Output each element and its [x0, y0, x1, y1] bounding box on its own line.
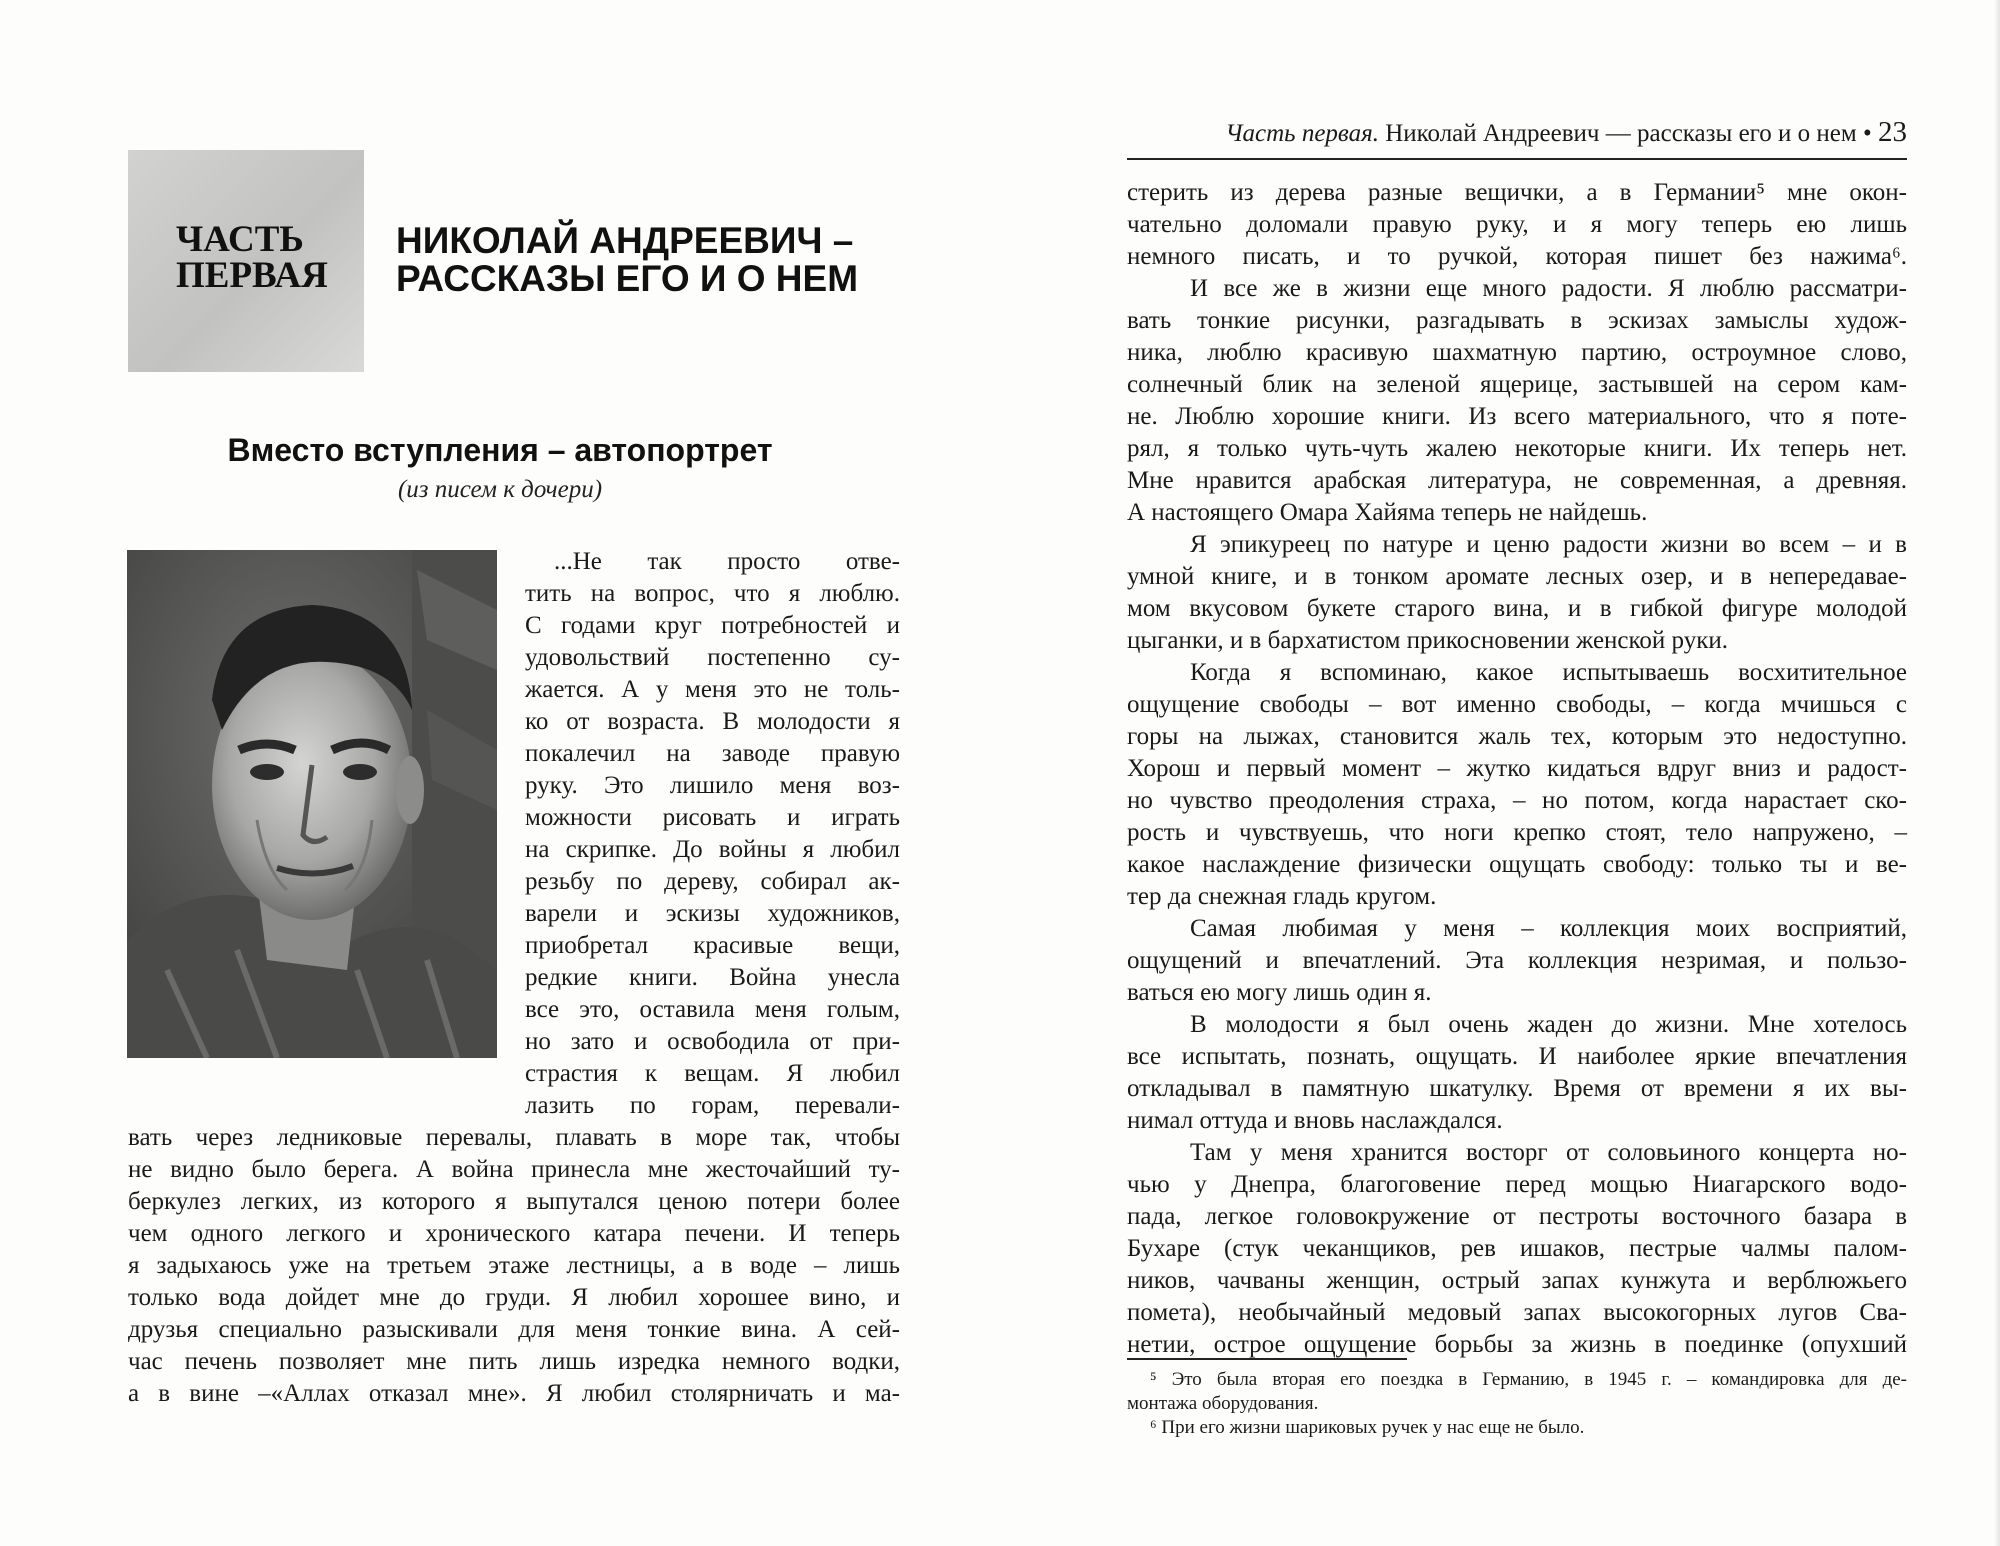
- text-line: все это, оставила меня голым,: [525, 996, 900, 1023]
- text-line: рость и чувствуешь, что ноги крепко стоят, тело напружено, –: [1127, 819, 1907, 846]
- text-line: помета), необычайный медовый запах высокогорных лугов Сва-: [1127, 1299, 1907, 1326]
- section-subtitle: (из писем к дочери): [397, 476, 603, 503]
- text-line: жается. А у меня это не толь-: [525, 676, 900, 703]
- header-rule: [1127, 158, 1907, 160]
- text-line: стерить из дерева разные вещички, а в Германии⁵ мне окон-: [1127, 179, 1907, 206]
- text-line: горы на лыжах, становится жаль тех, которым это недоступно.: [1127, 723, 1907, 750]
- text-line: только вода дойдет мне до груди. Я любил хорошее вино, и: [128, 1284, 900, 1311]
- text-line: не. Люблю хорошие книги. Из всего материального, что я поте-: [1127, 403, 1907, 430]
- text-line: руку. Это лишило меня воз-: [525, 772, 900, 799]
- text-line: час печень позволяет мне пить лишь изредка немного водки,: [128, 1348, 900, 1375]
- text-line: приобретал красивые вещи,: [525, 932, 900, 959]
- text-line: ощущений и впечатлений. Эта коллекция незримая, и пользо-: [1127, 947, 1907, 974]
- text-line: варели и эскизы художников,: [525, 900, 900, 927]
- part-label-line: ПЕРВАЯ: [176, 255, 328, 296]
- text-line: чем одного легкого и хронического катара печени. И теперь: [128, 1220, 900, 1247]
- part-label: [176, 219, 328, 296]
- text-line: Мне нравится арабская литература, не современная, а древняя.: [1127, 467, 1907, 494]
- text-line: ников, чачваны женщин, острый запах кунжута и верблюжьего: [1127, 1267, 1907, 1294]
- text-line: можности рисовать и играть: [525, 804, 900, 831]
- running-head-bullet: •: [1862, 120, 1872, 147]
- running-head: [1185, 116, 1907, 149]
- text-line: а в вине –«Аллах отказал мне». Я любил столярничать и ма-: [128, 1380, 900, 1407]
- text-line: покалечил на заводе правую: [525, 740, 900, 767]
- text-line: умной книге, и в тонком аромате лесных озер, и в непередавае-: [1127, 563, 1907, 590]
- text-line: вать через ледниковые перевалы, плавать в море так, чтобы: [128, 1124, 900, 1151]
- part-title-line: РАССКАЗЫ ЕГО И О НЕМ: [396, 258, 859, 299]
- footnote-line: ⁶ При его жизни шариковых ручек у нас еще не было.: [1150, 1417, 1585, 1438]
- text-line: я задыхаюсь уже на третьем этаже лестницы, а в воде – лишь: [128, 1252, 900, 1279]
- part-title: [396, 222, 858, 298]
- text-line: чательно доломали правую руку, и я могу теперь ею лишь: [1127, 211, 1907, 238]
- text-line: И все же в жизни еще много радости. Я люблю рассматри-: [1190, 275, 1907, 302]
- text-line: В молодости я был очень жаден до жизни. Мне хотелось: [1190, 1011, 1907, 1038]
- text-line: какое наслаждение физически ощущать свободу: только ты и ве-: [1127, 851, 1907, 878]
- text-line: на скрипке. До войны я любил: [525, 836, 900, 863]
- text-line: тить на вопрос, что я люблю.: [525, 580, 900, 607]
- text-line: редкие книги. Война унесла: [525, 964, 900, 991]
- text-line: Бухаре (стук чеканщиков, рев ишаков, пестрые чалмы палом-: [1127, 1235, 1907, 1262]
- part-label-line: ЧАСТЬ: [176, 219, 304, 260]
- text-line: страстия к вещам. Я любил: [525, 1060, 900, 1087]
- text-line: не видно было берега. А война принесла мне жесточайший ту-: [128, 1156, 900, 1183]
- footnote-line: ⁵ Это была вторая его поездка в Германию, в 1945 г. – командировка для де-: [1150, 1369, 1907, 1390]
- text-line: Хорош и первый момент – жутко кидаться вдруг вниз и радост-: [1127, 755, 1907, 782]
- text-line: немного писать, и то ручкой, которая пишет без нажима⁶.: [1127, 243, 1907, 270]
- text-line: Когда я вспоминаю, какое испытываешь восхитительное: [1190, 659, 1907, 686]
- text-line: ощущение свободы – вот именно свободы, – когда мчишься с: [1127, 691, 1907, 718]
- text-line: рял, я только чуть-чуть жалею некоторые книги. Их теперь нет.: [1127, 435, 1907, 462]
- text-line: ко от возраста. В молодости я: [525, 708, 900, 735]
- text-line: пада, легкое головокружение от пестроты восточного базара в: [1127, 1203, 1907, 1230]
- page-number: 23: [1878, 116, 1907, 148]
- footnote-line: монтажа оборудования.: [1127, 1393, 1319, 1414]
- text-line: нетии, острое ощущение борьбы за жизнь в поединке (опухший: [1127, 1331, 1907, 1358]
- text-line: чью у Днепра, благоговение перед мощью Ниагарского водо-: [1127, 1171, 1907, 1198]
- page-edge-shadow: [1994, 0, 2000, 1546]
- text-line: ...Не так просто отве-: [554, 548, 900, 575]
- text-line: резьбу по дереву, собирал ак-: [525, 868, 900, 895]
- text-line: нимал оттуда и вновь наслаждался.: [1127, 1107, 1503, 1134]
- text-line: Самая любимая у меня – коллекция моих восприятий,: [1190, 915, 1907, 942]
- text-line: беркулез легких, из которого я выпутался ценою потери более: [128, 1188, 900, 1215]
- text-line: ваться ею могу лишь один я.: [1127, 979, 1432, 1006]
- text-line: ника, люблю красивую шахматную партию, остроумное слово,: [1127, 339, 1907, 366]
- section-title: Вместо вступления – автопортрет: [227, 432, 773, 468]
- part-title-line: НИКОЛАЙ АНДРЕЕВИЧ –: [396, 220, 854, 261]
- text-line: лазить по горам, перевали-: [525, 1092, 900, 1119]
- text-line: откладывал в памятную шкатулку. Время от времени я их вы-: [1127, 1075, 1907, 1102]
- text-line: солнечный блик на зеленой ящерице, застывшей на сером кам-: [1127, 371, 1907, 398]
- text-line: но зато и освободила от при-: [525, 1028, 900, 1055]
- portrait-image: [127, 550, 497, 1058]
- text-line: мом вкусовом букете старого вина, и в гибкой фигуре молодой: [1127, 595, 1907, 622]
- text-line: но чувство преодоления страха, – но потом, когда нарастает ско-: [1127, 787, 1907, 814]
- author-portrait-photo: [127, 550, 497, 1058]
- text-line: друзья специально разыскивали для меня тонкие вина. А сей-: [128, 1316, 900, 1343]
- text-line: Я эпикуреец по натуре и ценю радости жизни во всем – и в: [1190, 531, 1907, 558]
- text-line: вать тонкие рисунки, разгадывать в эскизах замыслы худож-: [1127, 307, 1907, 334]
- footnote-rule: [1127, 1358, 1407, 1360]
- text-line: все испытать, познать, ощущать. И наиболее яркие впечатления: [1127, 1043, 1907, 1070]
- text-line: Там у меня хранится восторг от соловьиного концерта но-: [1190, 1139, 1907, 1166]
- text-line: цыганки, и в бархатистом прикосновении женской руки.: [1127, 627, 1728, 654]
- running-head-title: Николай Андреевич — рассказы его и о нем: [1385, 120, 1857, 147]
- running-head-part: Часть первая.: [1225, 120, 1379, 147]
- text-line: тер да снежная гладь кругом.: [1127, 883, 1437, 910]
- text-line: С годами круг потребностей и: [525, 612, 900, 639]
- text-line: удовольствий постепенно су-: [525, 644, 900, 671]
- text-line: А настоящего Омара Хайяма теперь не найдешь.: [1127, 499, 1648, 526]
